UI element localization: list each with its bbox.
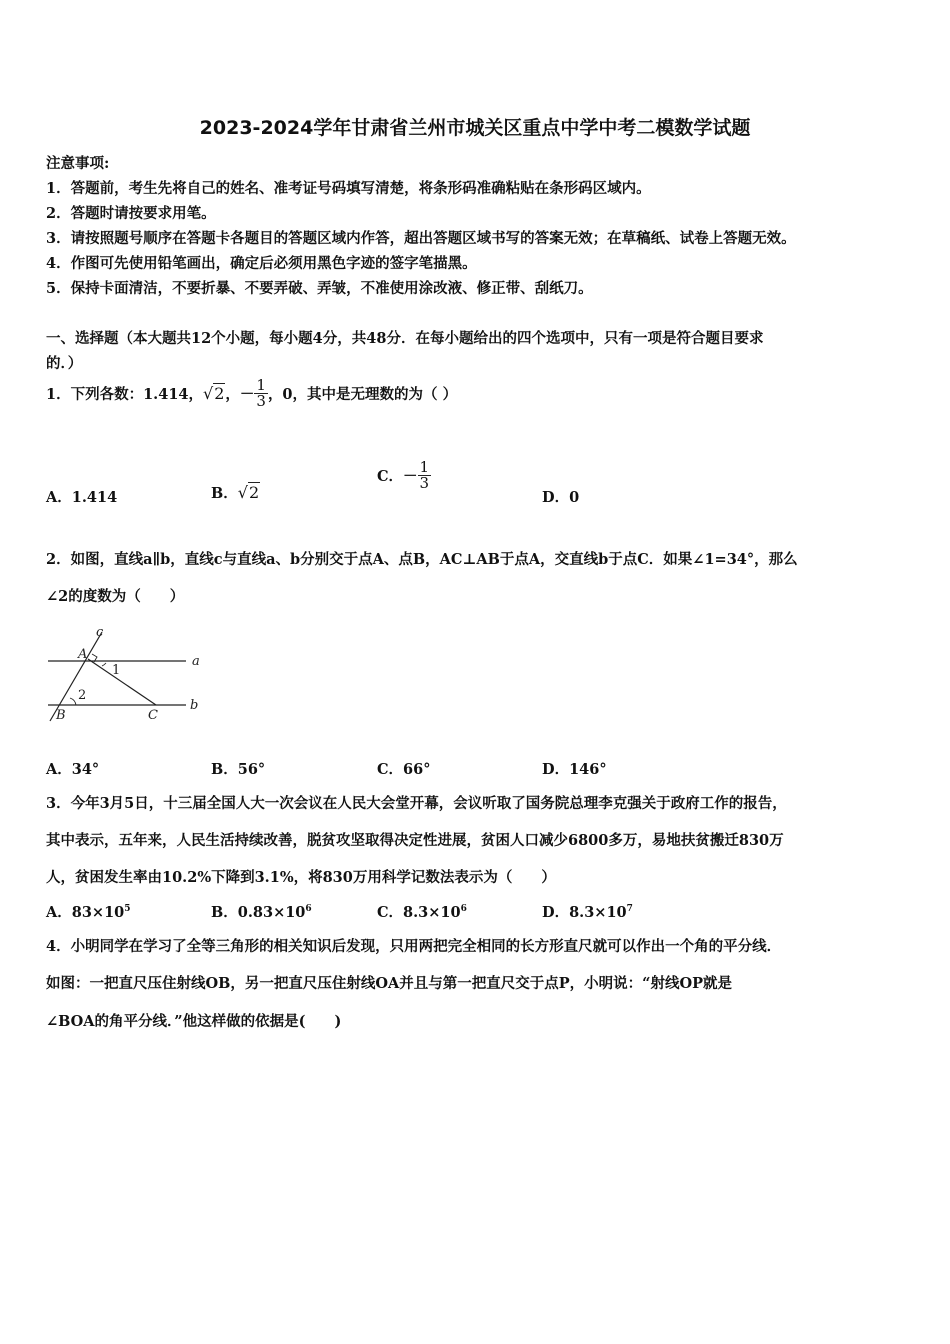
question-4-cont: ∠BOA的角平分线．”他这样做的依据是( ): [46, 1013, 342, 1030]
q1-option-d[interactable]: D．0: [542, 489, 580, 506]
q3-option-c[interactable]: C．$8.3\times 10^6$: [377, 904, 467, 921]
q2-option-b[interactable]: B．56°: [211, 761, 266, 778]
question-3: 3．今年3月5日，十三届全国人大一次会议在人民大会堂开幕，会议听取了国务院总理李克强关于政府工作的报告，: [46, 795, 787, 812]
question-2-cont: ∠2的度数为（ ）: [46, 588, 185, 605]
angle-2-arc: [70, 698, 76, 705]
q1-option-a[interactable]: A．1.414: [46, 489, 118, 506]
notice-heading: 注意事项:: [46, 155, 110, 172]
q3-option-b[interactable]: B．$0.83\times 10^6$: [211, 904, 312, 921]
label-a: a: [192, 654, 200, 669]
q2-option-c[interactable]: C．66°: [377, 761, 431, 778]
label-A: A: [78, 647, 88, 662]
notice-item: 1．答题前，考生先将自己的姓名、准考证号码填写清楚，将条形码准确粘贴在条形码区域内。: [46, 180, 651, 197]
label-b: b: [190, 698, 199, 713]
label-B: B: [56, 708, 66, 723]
q1-text-sep: ，－: [225, 386, 255, 403]
q1-option-b[interactable]: B．√2: [211, 483, 260, 502]
fraction: $\frac{1}{3}$: [256, 376, 266, 410]
q1-option-c[interactable]: C．－ $\frac{1}{3}$: [377, 458, 430, 492]
line-ac: [88, 659, 156, 705]
q1-text-post: ，0，其中是无理数的为（ ）: [267, 386, 458, 403]
section-heading-cont: 的．）: [46, 355, 83, 372]
question-3-cont: 人，贫困发生率由10.2%下降到3.1%，将830万用科学记数法表示为（ ）: [46, 869, 556, 886]
notice-item: 2．答题时请按要求用笔。: [46, 205, 216, 222]
parallel-lines-figure: [46, 626, 206, 726]
page-title: 2023-2024学年甘肃省兰州市城关区重点中学中考二模数学试题: [199, 117, 751, 139]
q3-option-a[interactable]: A．$83\times 10^5$: [46, 904, 131, 921]
sqrt-expression: √2: [203, 384, 225, 403]
label-c: c: [96, 626, 104, 640]
question-4-cont: 如图：一把直尺压住射线OB，另一把直尺压住射线OA并且与第一把直尺交于点P，小明说：“射线OP就是: [46, 975, 733, 992]
label-angle-1: 1: [112, 663, 121, 678]
notice-item: 3．请按照题号顺序在答题卡各题目的答题区域内作答，超出答题区域书写的答案无效；在草稿纸、试卷上答题无效。: [46, 230, 796, 247]
angle-1-arc: [102, 663, 106, 666]
q2-option-d[interactable]: D．146°: [542, 761, 607, 778]
q1-text-pre: 1．下列各数：1.414，: [46, 386, 203, 403]
question-1: [46, 378, 457, 409]
label-C: C: [148, 708, 158, 723]
question-3-cont: 其中表示，五年来，人民生活持续改善，脱贫攻坚取得决定性进展，贫困人口减少6800多万，易地扶贫搬迁830万: [46, 832, 784, 849]
notice-item: 4．作图可先使用铅笔画出，确定后必须用黑色字迹的签字笔描黑。: [46, 255, 477, 272]
q3-option-d[interactable]: D．$8.3\times 10^7$: [542, 904, 633, 921]
notice-item: 5．保持卡面清洁，不要折暴、不要弄破、弄皱，不准使用涂改液、修正带、刮纸刀。: [46, 280, 593, 297]
q2-option-a[interactable]: A．34°: [46, 761, 100, 778]
label-angle-2: 2: [78, 688, 87, 703]
section-heading: 一、选择题（本大题共12个小题，每小题4分，共48分．在每小题给出的四个选项中，只有一项是符合题目要求: [46, 330, 764, 347]
question-4: 4．小明同学在学习了全等三角形的相关知识后发现，只用两把完全相同的长方形直尺就可以作出一个角的平分线．: [46, 938, 782, 955]
question-2: 2．如图，直线a∥b，直线c与直线a、b分别交于点A、点B，AC⊥AB于点A，交直线b于点C．如果∠1=34°，那么: [46, 551, 798, 568]
